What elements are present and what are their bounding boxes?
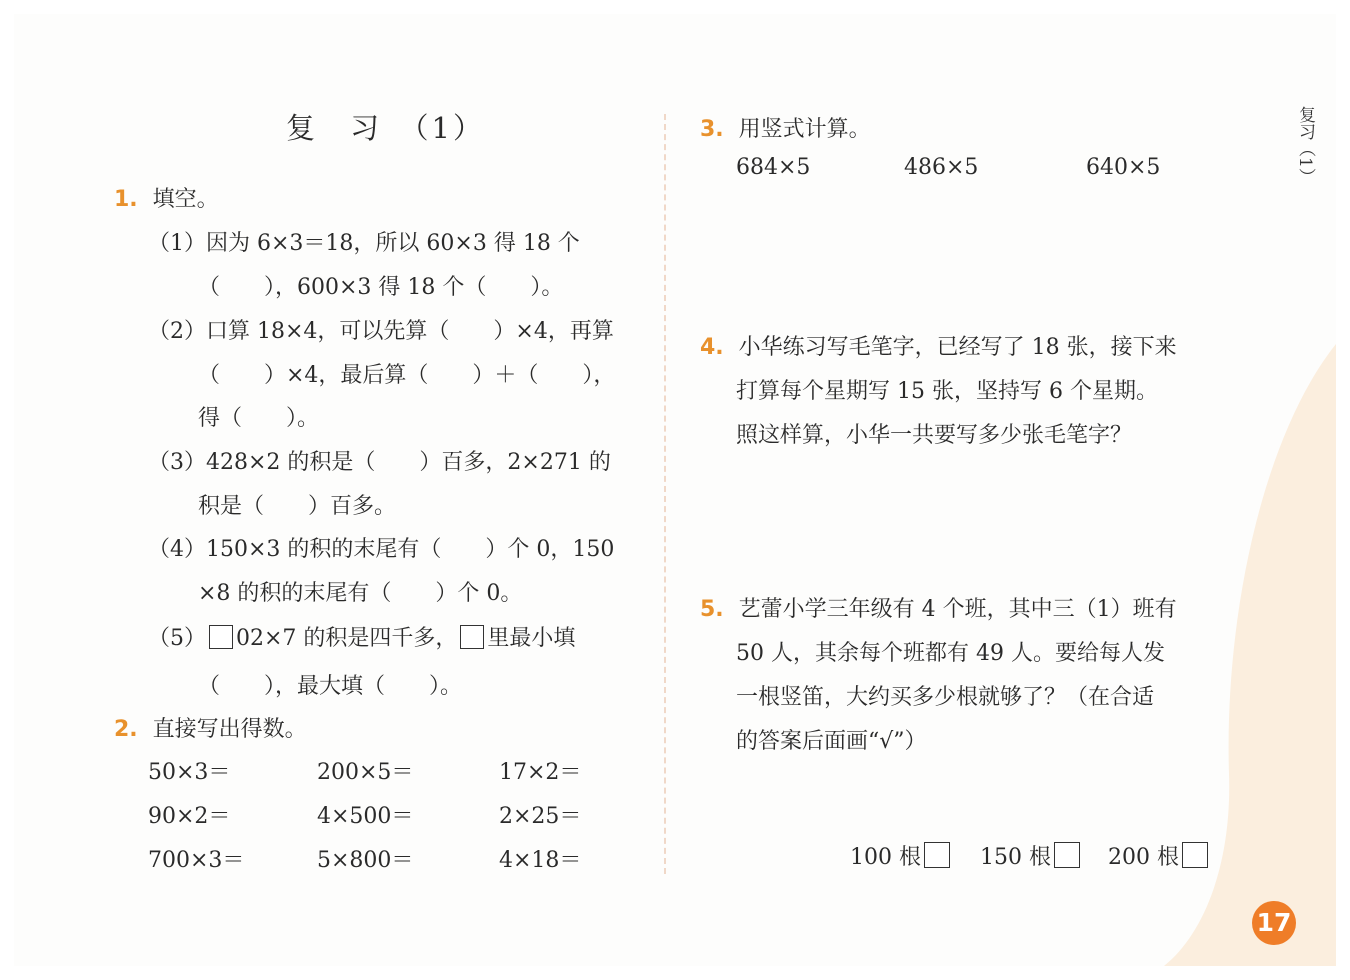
q1-line: ×8 的积的末尾有（ ）个 0。 [198,581,523,606]
q3-heading-text: 用竖式计算。 [738,117,871,142]
q5-text: 艺蕾小学三年级有 4 个班，其中三（1）班有 [738,597,1177,622]
q1-line: （4）150×3 的积的末尾有（ ）个 0，150 [148,537,615,562]
answer-checkbox[interactable] [924,842,950,868]
q5-line: 的答案后面画“√”） [736,729,927,754]
q1-heading [114,182,219,213]
q4-text: 小华练习写毛笔字，已经写了 18 张，接下来 [738,335,1177,360]
section-side-label-text: 复习（1） [1295,106,1315,185]
column-divider [664,114,666,874]
q2-expression: 17×2＝ [499,760,582,785]
q2-heading-text: 直接写出得数。 [152,717,307,742]
q1-number: 1. [114,187,138,212]
q1-line: 积是（ ）百多。 [198,494,397,519]
q2-expression: 700×3＝ [148,848,245,873]
q5-option-label: 200 根 [1108,845,1179,870]
q5-line-1 [700,592,1177,623]
q5-line: 一根竖笛，大约买多少根就够了？（在合适 [736,685,1155,710]
q5-option-label: 150 根 [980,845,1051,870]
q1-line: （2）口算 18×4，可以先算（ ）×4，再算 [148,319,614,344]
q2-expression: 4×18＝ [499,848,582,873]
answer-checkbox[interactable] [1054,842,1080,868]
q1-line: （ ），最大填（ ）。 [198,674,463,699]
q5-number: 5. [700,597,724,622]
q3-heading [700,112,871,143]
q1-line: 得（ ）。 [198,406,320,431]
q4-line-1 [700,330,1177,361]
answer-box[interactable] [209,625,233,649]
q4-line: 打算每个星期写 15 张，坚持写 6 个星期。 [736,379,1158,404]
q2-expression: 50×3＝ [148,760,231,785]
q2-expression: 90×2＝ [148,804,231,829]
q2-number: 2. [114,717,138,742]
q1-line: （ ）×4，最后算（ ）＋（ ）， [198,363,616,388]
page-title: 复 习 （1） [286,111,485,145]
section-side-label [1292,106,1318,190]
q2-expression: 2×25＝ [499,804,582,829]
q5-option-label: 100 根 [850,845,921,870]
q3-expression: 640×5 [1086,155,1161,180]
q3-expression: 486×5 [904,155,979,180]
q5-line: 50 人，其余每个班都有 49 人。要给每人发 [736,641,1165,666]
q1-item5-mid: 02×7 的积是四千多， [236,626,458,651]
q4-number: 4. [700,335,724,360]
q3-expression: 684×5 [736,155,811,180]
q1-item5 [148,621,575,652]
q1-item5-prefix: （5） [148,626,206,651]
answer-checkbox[interactable] [1182,842,1208,868]
q3-number: 3. [700,117,724,142]
q1-heading-text: 填空。 [152,187,219,212]
workbook-page [14,14,1336,966]
q5-option [850,840,953,871]
q5-option [1108,840,1211,871]
q5-option [980,840,1083,871]
page-number-badge: 17 [1252,901,1296,945]
q4-line: 照这样算，小华一共要写多少张毛笔字？ [736,423,1133,448]
q1-item5-suffix: 里最小填 [487,626,576,651]
answer-box[interactable] [460,625,484,649]
q1-line: （ ），600×3 得 18 个（ ）。 [198,275,564,300]
q2-expression: 4×500＝ [317,804,414,829]
q1-line: （3）428×2 的积是（ ）百多，2×271 的 [148,450,611,475]
q1-line: （1）因为 6×3＝18，所以 60×3 得 18 个 [148,231,580,256]
q2-expression: 200×5＝ [317,760,414,785]
q2-expression: 5×800＝ [317,848,414,873]
q2-heading [114,712,307,743]
